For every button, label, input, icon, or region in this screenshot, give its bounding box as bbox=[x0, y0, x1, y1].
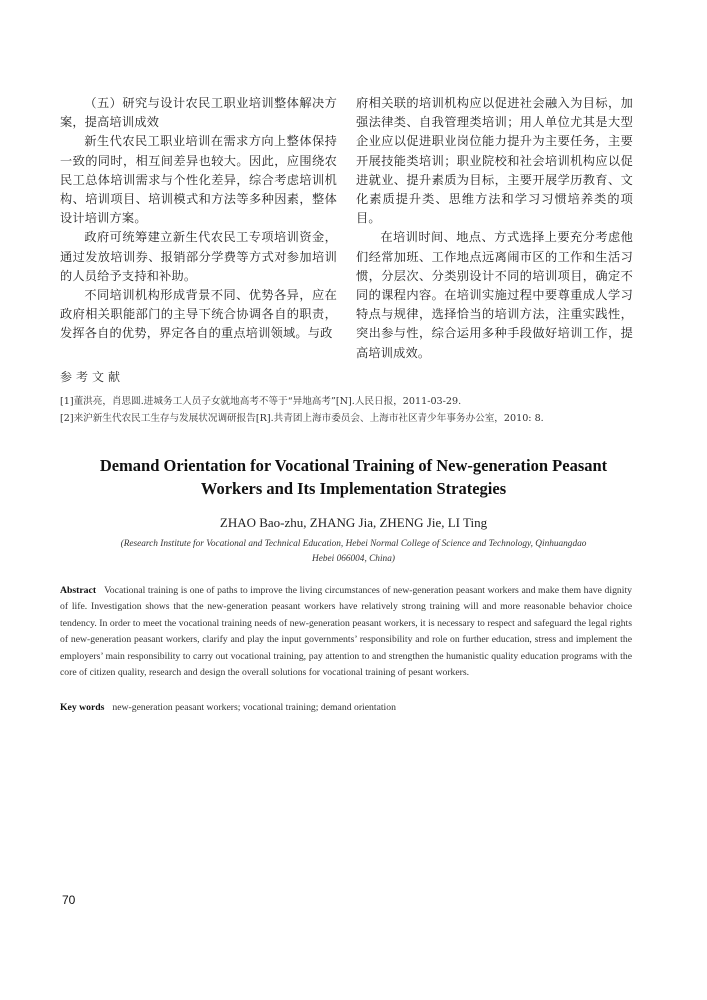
keywords-label: Key words bbox=[60, 702, 105, 713]
left-column bbox=[60, 94, 337, 344]
reference-item: [2]来沪新生代农民工生存与发展状况调研报告[R].共青团上海市委员会、上海市社区青少年事务办公室，2010: 8. bbox=[60, 413, 544, 424]
keywords-text: new-generation peasant workers; vocational training; demand orientation bbox=[112, 702, 396, 713]
abstract-label: Abstract bbox=[60, 585, 97, 596]
affiliation-line: Hebei 066004, China) bbox=[312, 554, 395, 564]
english-title-line: Demand Orientation for Vocational Training of New-generation Peasant bbox=[99, 456, 608, 475]
english-title bbox=[40, 454, 667, 500]
body-paragraph: 新生代农民工职业培训在需求方向上整体保持一致的同时，相互间差异也较大。因此，应围绕农民工总体培训需求与个性化差异，综合考虑培训机构、培训项目、培训模式和方法等多种因素，整体设计培训方案。 bbox=[60, 134, 337, 226]
references-list bbox=[60, 393, 660, 427]
section-heading: （五）研究与设计农民工职业培训整体解决方案，提高培训成效 bbox=[60, 96, 337, 130]
body-paragraph: 政府可统筹建立新生代农民工专项培训资金，通过发放培训券、报销部分学费等方式对参加培训的人员给予支持和补助。 bbox=[60, 230, 337, 283]
abstract bbox=[60, 583, 632, 681]
right-column bbox=[356, 94, 633, 363]
body-paragraph-continued: 府相关联的培训机构应以促进社会融入为目标，加强法律类、自我管理类培训；用人单位尤其是大型企业应以促进职业岗位能力提升为主要任务，主要开展技能类培训；职业院校和社会培训机构应以促进就业、提升素质为目标，主要开展学历教育、文化素质提升类、思维方法和学习习惯培养类的项目。 bbox=[356, 96, 633, 226]
affiliation bbox=[40, 537, 667, 567]
english-title-line: Workers and Its Implementation Strategies bbox=[200, 479, 507, 498]
keywords bbox=[60, 702, 632, 713]
abstract-text: Vocational training is one of paths to improve the living circumstances of new-generation peasant workers and make them have dignity of life. Investigation shows that the new-generation peasant workers have relatively strong training will and more reasonable behavior choice tendency. In order to meet the vocational training needs of new-generation peasant workers, it is necessary to respect and safeguard the legal rights of new-generation peasant workers, clarify and play the input governments’ responsibility and role on further education, stress and implement the employers’ main responsibility to carry out vocational training, pay attention to and strengthen the humanistic quality education programs with the core of citizen quality, research and design the overall solutions for vocational training of pesant workers. bbox=[60, 585, 632, 679]
reference-item: [1]董洪亮，肖思圆.进城务工人员子女就地高考不等于“异地高考”[N].人民日报，2011-03-29. bbox=[60, 396, 462, 407]
page-number: 70 bbox=[62, 893, 76, 907]
body-paragraph: 在培训时间、地点、方式选择上要充分考虑他们经常加班、工作地点远离闹市区的工作和生活习惯，分层次、分类别设计不同的培训项目，确定不同的课程内容。在培训实施过程中要尊重成人学习特点与规律，选择恰当的培训方法，注重实践性，突出参与性，综合运用多种手段做好培训工作，提高培训成效。 bbox=[356, 230, 633, 360]
authors: ZHAO Bao-zhu, ZHANG Jia, ZHENG Jie, LI Ting bbox=[219, 515, 488, 530]
body-paragraph: 不同培训机构形成背景不同、优势各异，应在政府相关职能部门的主导下统合协调各自的职责，发挥各自的优势，界定各自的重点培训领域。与政 bbox=[60, 288, 337, 341]
references-title: 参考文献 bbox=[60, 370, 125, 384]
affiliation-line: (Research Institute for Vocational and Technical Education, Hebei Normal College of Science and Technology, Qinhuangdao bbox=[120, 539, 587, 549]
